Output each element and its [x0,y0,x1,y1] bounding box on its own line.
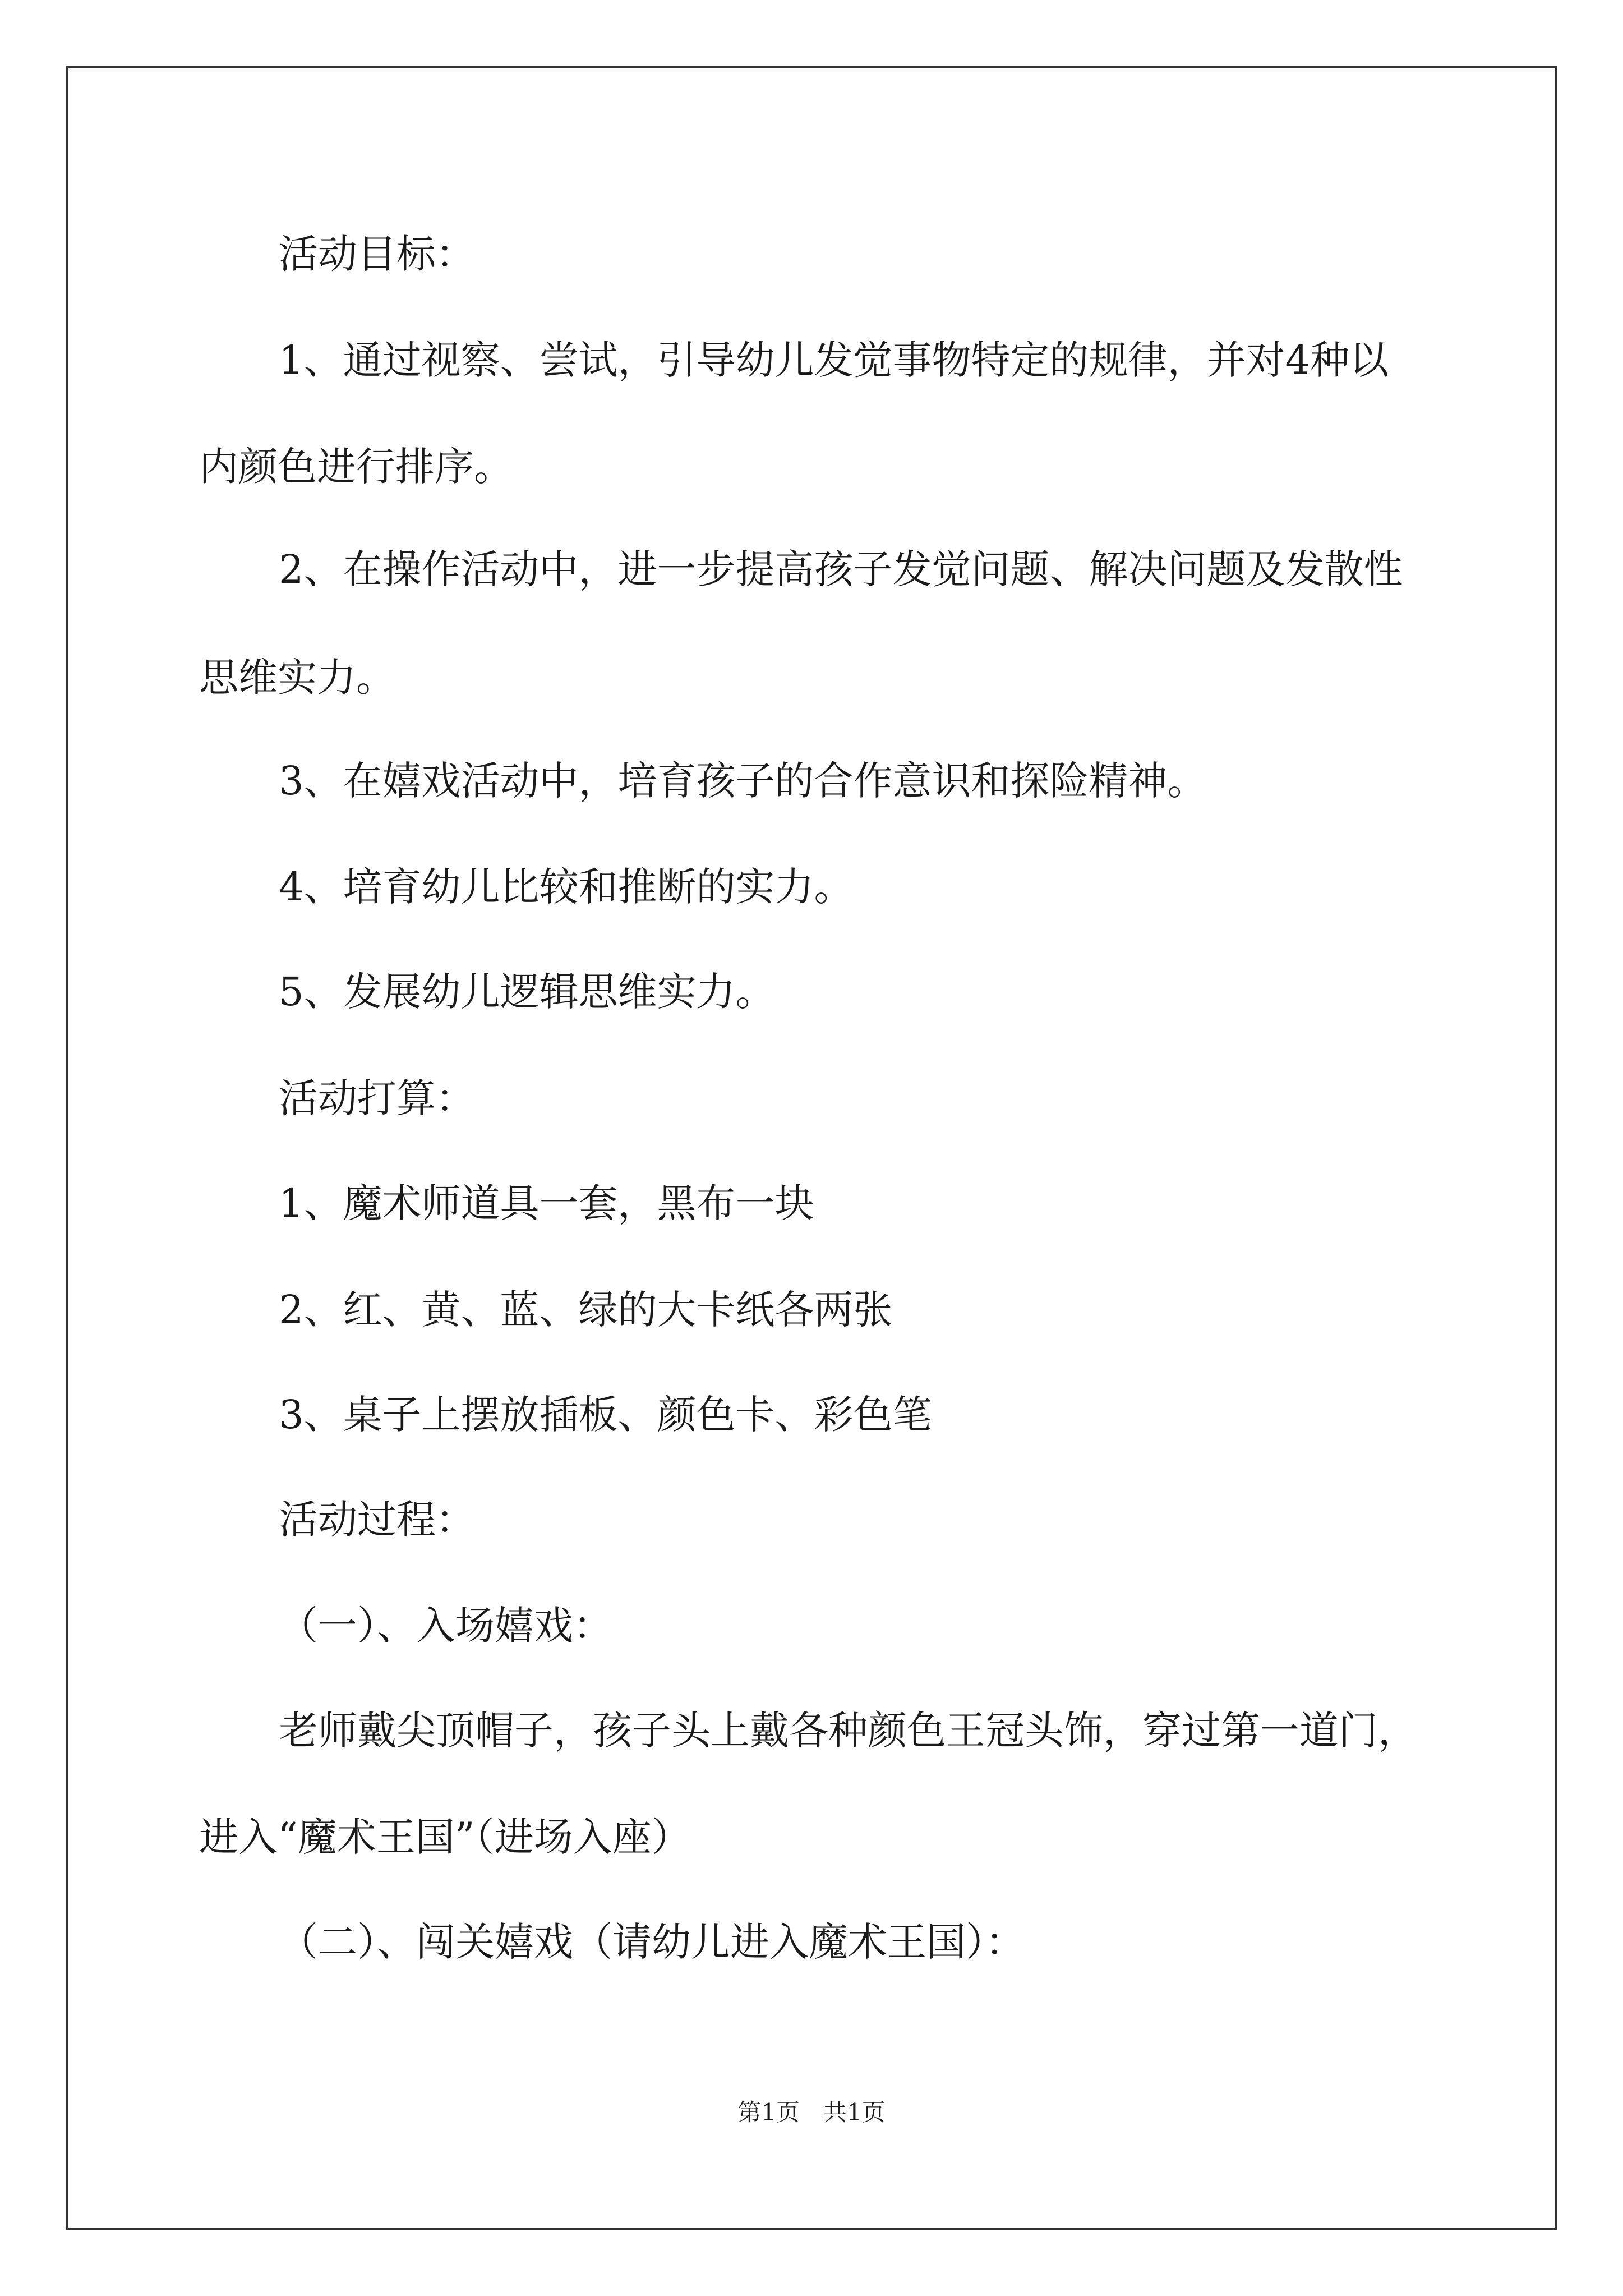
goal-3: 3、在嬉戏活动中，培育孩子的合作意识和探险精神。 [279,758,1207,804]
goal-2-line-1: 2、在操作活动中，进一步提高孩子发觉问题、解决问题及发散性 [279,546,1403,592]
goal-2-line-2: 思维实力。 [199,655,395,701]
preparation-1: 1、魔术师道具一套，黑布一块 [279,1180,814,1226]
process-step-1-line-2: 进入“魔术王国”（进场入座） [199,1814,691,1860]
page-border [66,66,1557,2230]
heading-activity-goals: 活动目标： [279,231,475,277]
preparation-3: 3、桌子上摆放插板、颜色卡、彩色笔 [279,1392,932,1438]
page-number-footer: 第1页 共1页 [737,2099,886,2126]
goal-4: 4、培育幼儿比较和推断的实力。 [279,864,854,910]
goal-1-line-2: 内颜色进行排序。 [199,444,513,490]
heading-activity-process: 活动过程： [279,1497,475,1543]
process-step-1-line-1: 老师戴尖顶帽子，孩子头上戴各种颜色王冠头饰，穿过第一道门， [279,1708,1417,1754]
goal-1-line-1: 1、通过视察、尝试，引导幼儿发觉事物特定的规律，并对4种以 [279,337,1389,383]
heading-activity-preparation: 活动打算： [279,1075,475,1121]
preparation-2: 2、红、黄、蓝、绿的大卡纸各两张 [279,1287,893,1333]
process-step-2-heading: （二）、闯关嬉戏（请幼儿进入魔术王国）： [279,1919,1025,1965]
goal-5: 5、发展幼儿逻辑思维实力。 [279,969,775,1015]
process-step-1-heading: （一）、入场嬉戏： [279,1603,612,1649]
